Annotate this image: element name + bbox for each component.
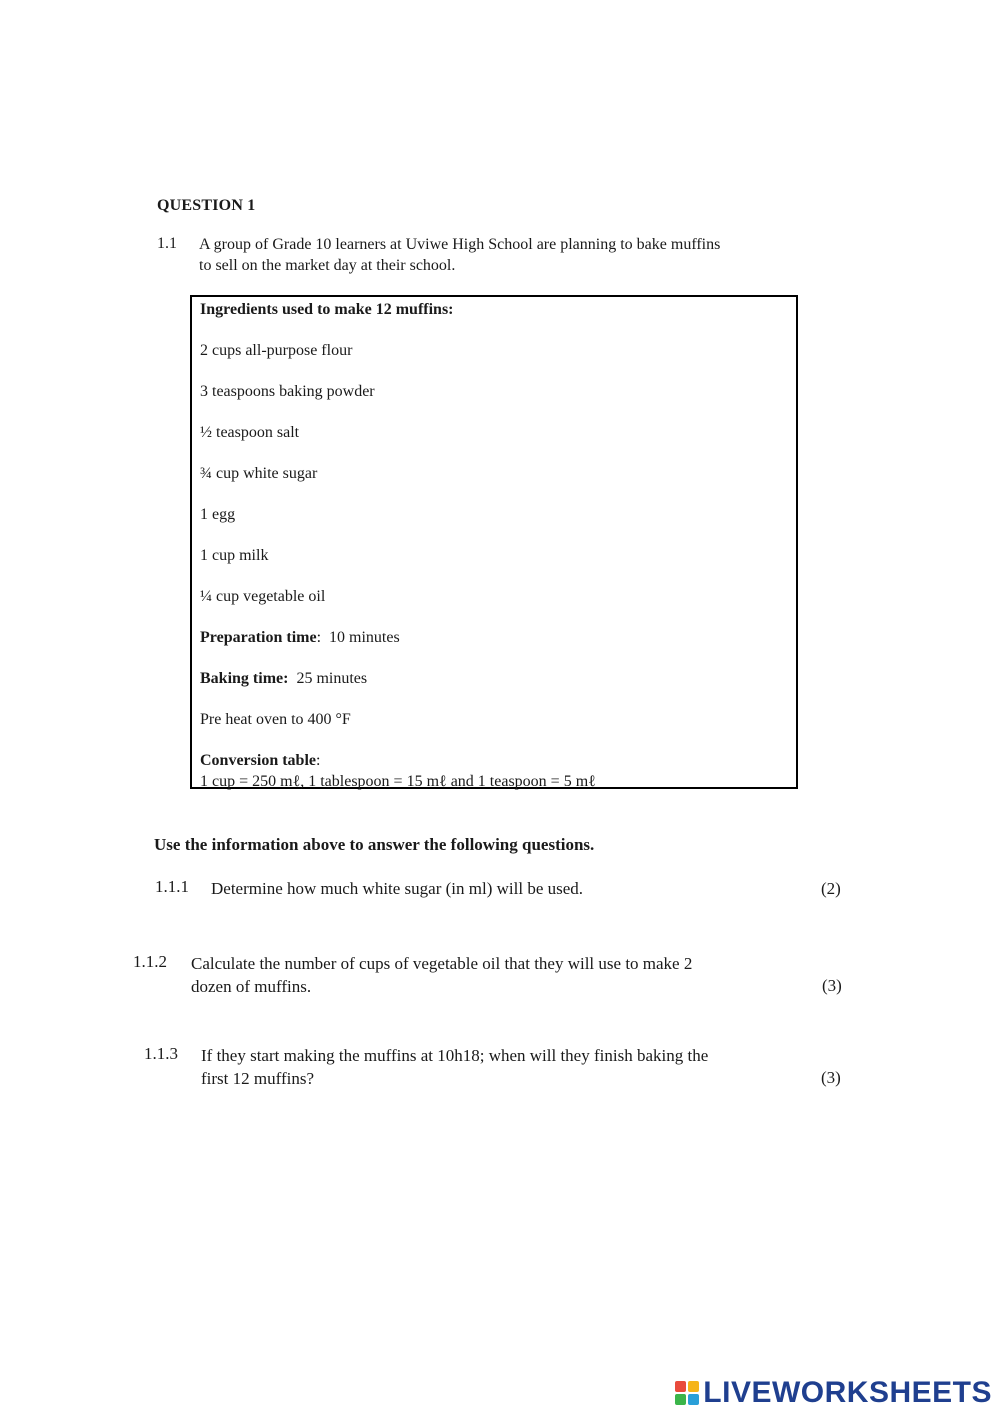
- baking-time-value: 25 minutes: [288, 670, 368, 687]
- ingredient-item: 1 egg: [200, 506, 236, 523]
- ingredient-item: ¼ cup vegetable oil: [200, 588, 326, 605]
- conversion-table-heading: [200, 752, 320, 770]
- preparation-time-label: Preparation time: [200, 629, 317, 646]
- ingredient-item: ¾ cup white sugar: [200, 465, 318, 482]
- subquestion-text-line: first 12 muffins?: [201, 1069, 315, 1088]
- subquestion-text: [211, 877, 791, 900]
- logo-square: [688, 1394, 699, 1405]
- liveworksheets-logo: [675, 1376, 992, 1410]
- subquestion-text-line: If they start making the muffins at 10h18; when will they finish baking the: [201, 1046, 709, 1065]
- ingredient-item: ½ teaspoon salt: [200, 424, 300, 441]
- subquestion-text-line: Determine how much white sugar (in ml) will be used.: [211, 879, 584, 898]
- baking-time-label: Baking time:: [200, 670, 289, 687]
- instructions: Use the information above to answer the following questions.: [154, 835, 595, 854]
- preheat-instruction: Pre heat oven to 400 °F: [200, 711, 351, 728]
- logo-square: [688, 1381, 699, 1392]
- subquestion-marks: (3): [821, 1068, 841, 1087]
- conversion-table-colon: :: [316, 752, 321, 769]
- recipe-title: Ingredients used to make 12 muffins:: [200, 301, 454, 318]
- question-heading: QUESTION 1: [157, 197, 256, 214]
- preparation-time-value: : 10 minutes: [316, 629, 400, 646]
- ingredient-item: 3 teaspoons baking powder: [200, 383, 375, 400]
- recipe-box: [190, 295, 798, 789]
- ingredient-item: 1 cup milk: [200, 547, 269, 564]
- logo-square: [675, 1381, 686, 1392]
- subquestion-marks: (2): [821, 879, 841, 898]
- question-number: 1.1: [157, 235, 177, 252]
- question-text-line: to sell on the market day at their school.: [199, 257, 456, 274]
- conversion-table-label: Conversion table: [200, 752, 316, 769]
- subquestion-number: 1.1.3: [144, 1044, 178, 1063]
- logo-text: LIVEWORKSHEETS: [703, 1376, 992, 1409]
- liveworksheets-logo-icon: [675, 1381, 699, 1405]
- subquestion-number: 1.1.1: [155, 877, 189, 896]
- subquestion-text-line: dozen of muffins.: [191, 977, 312, 996]
- subquestion-text: [191, 952, 811, 998]
- subquestion-text-line: Calculate the number of cups of vegetable oil that they will use to make 2: [191, 954, 693, 973]
- ingredient-item: 2 cups all-purpose flour: [200, 342, 353, 359]
- logo-square: [675, 1394, 686, 1405]
- question-text: [199, 234, 799, 276]
- subquestion-number: 1.1.2: [133, 952, 167, 971]
- subquestion-text: [201, 1044, 811, 1090]
- preparation-time: [200, 629, 400, 647]
- baking-time: [200, 670, 367, 688]
- subquestion-marks: (3): [822, 976, 842, 995]
- conversion-table-values: 1 cup = 250 mℓ, 1 tablespoon = 15 mℓ and 1 teaspoon = 5 mℓ: [200, 773, 596, 790]
- question-text-line: A group of Grade 10 learners at Uviwe High School are planning to bake muffins: [199, 236, 721, 253]
